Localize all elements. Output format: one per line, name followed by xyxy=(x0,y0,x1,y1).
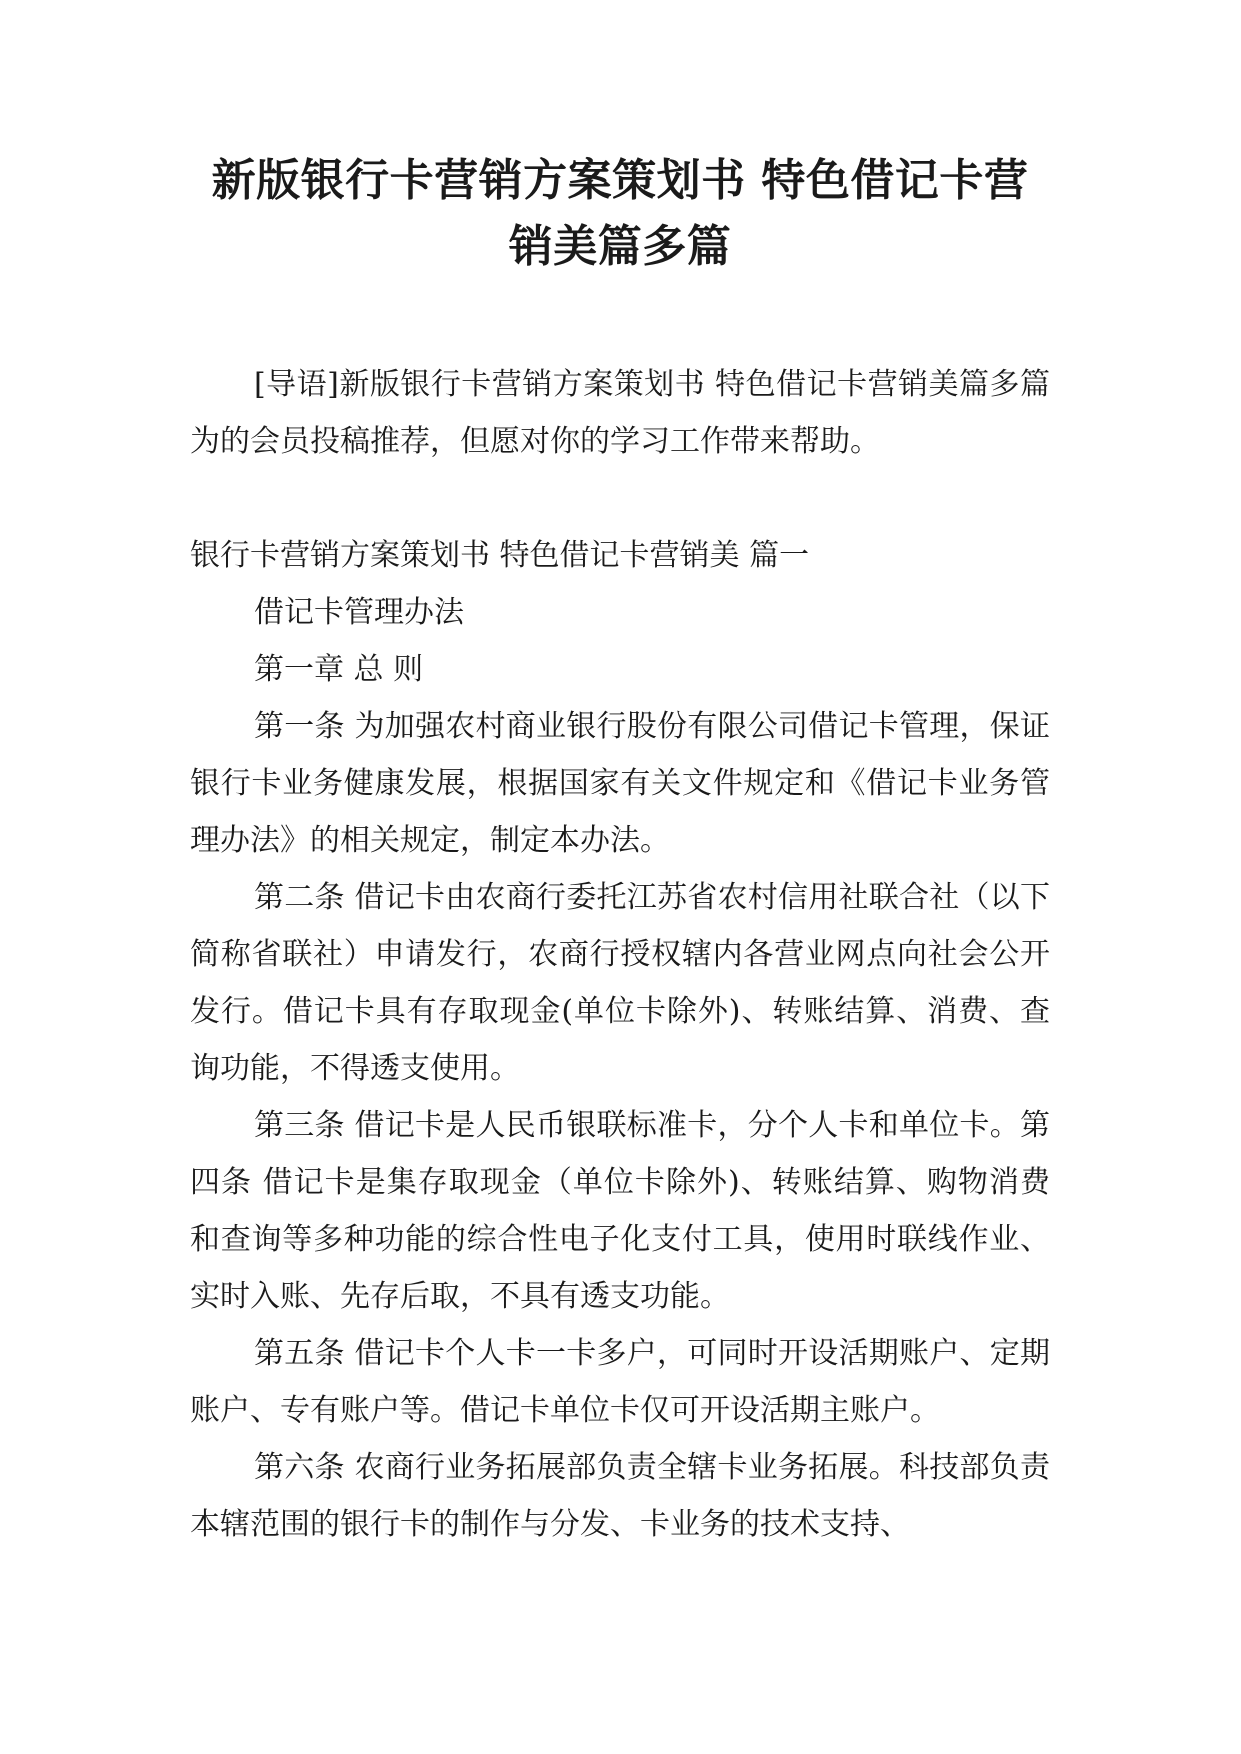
intro-paragraph: [导语]新版银行卡营销方案策划书 特色借记卡营销美篇多篇为的会员投稿推荐，但愿对你的学习工作带来帮助。 xyxy=(190,367,1050,459)
article-6: 第六条 农商行业务拓展部负责全辖卡业务拓展。科技部负责本辖范围的银行卡的制作与分发、卡业务的技术支持、 xyxy=(190,1450,1050,1542)
chapter-heading: 第一章 总 则 xyxy=(254,652,424,687)
section-heading: 银行卡营销方案策划书 特色借记卡营销美 篇一 xyxy=(190,538,810,573)
document-title xyxy=(190,148,1050,280)
article-5: 第五条 借记卡个人卡一卡多户，可同时开设活期账户、定期账户、专有账户等。借记卡单位卡仅可开设活期主账户。 xyxy=(190,1336,1050,1428)
article-2: 第二条 借记卡由农商行委托江苏省农村信用社联合社（以下简称省联社）申请发行，农商行授权辖内各营业网点向社会公开发行。借记卡具有存取现金(单位卡除外)、转账结算、消费、查询功能，不得透支使用。 xyxy=(190,880,1050,1086)
article-3: 第三条 借记卡是人民币银联标准卡，分个人卡和单位卡。第四条 借记卡是集存取现金（单位卡除外)、转账结算、购物消费和查询等多种功能的综合性电子化支付工具，使用时联线作业、实时入账、先存后取，不具有透支功能。 xyxy=(190,1108,1050,1314)
document-page xyxy=(190,0,1050,1754)
document-body xyxy=(190,356,1050,1553)
title-line-2: 销美篇多篇 xyxy=(508,221,732,272)
title-line-1: 新版银行卡营销方案策划书 特色借记卡营 xyxy=(211,155,1029,206)
article-1: 第一条 为加强农村商业银行股份有限公司借记卡管理，保证银行卡业务健康发展，根据国家有关文件规定和《借记卡业务管理办法》的相关规定，制定本办法。 xyxy=(190,709,1050,858)
document-name: 借记卡管理办法 xyxy=(254,595,464,630)
